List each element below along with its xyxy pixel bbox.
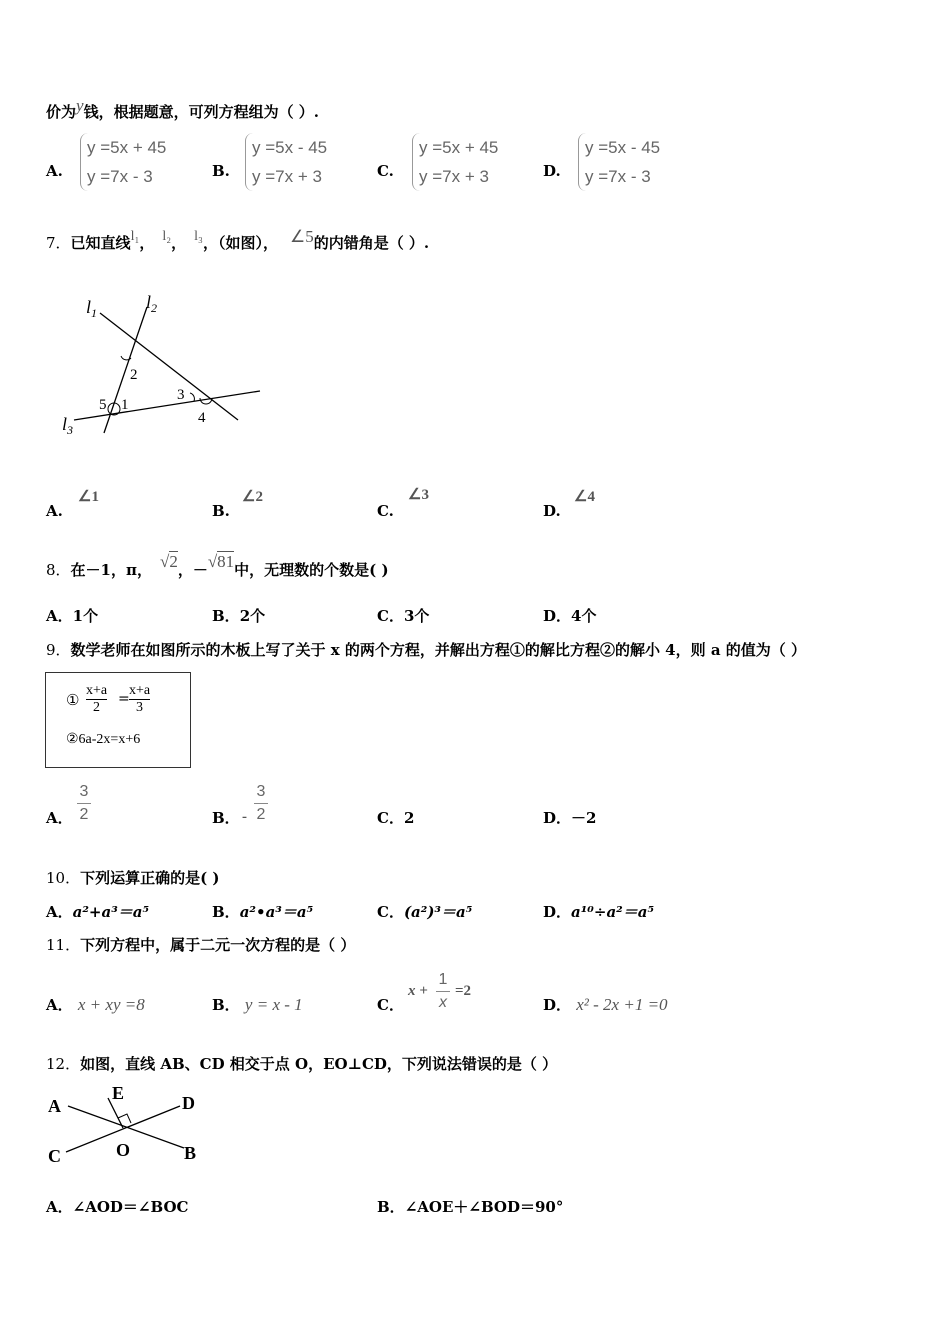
svg-text:E: E [112, 1083, 125, 1103]
q9-board: ① x+a 2 = x+a 3 ②6a-2x=x+6 [45, 672, 191, 768]
q6-option-d-system: y =5x - 45 y =7x - 3 [578, 133, 660, 191]
q6-var: y [76, 96, 84, 115]
angle-5-label: 5 [99, 397, 107, 413]
svg-text:B: B [184, 1143, 197, 1163]
q7-lines-figure [50, 285, 270, 445]
q7-option-d-label: D. [543, 502, 561, 520]
q8-option-c: C．3个 [377, 607, 430, 625]
q12-stem: 12．如图，直线 AB、CD 相交于点 O，EO⊥CD，下列说法错误的是（ ） [46, 1055, 558, 1073]
q8-option-d: D．4个 [543, 607, 597, 625]
svg-text:l2: $l_2$ [146, 292, 158, 315]
q9-option-a-fraction: 3 2 [77, 783, 91, 824]
svg-text:D: D [182, 1093, 195, 1113]
q11-option-c-pre: x + [408, 983, 428, 999]
q7-option-a-label: A. [46, 502, 63, 520]
q9-option-c: C．2 [377, 809, 415, 827]
q6-stem-b: 钱，根据题意，可列方程组为（ ）. [83, 103, 320, 121]
angle-2-label: 2 [130, 367, 138, 383]
q10-option-d: D．a¹⁰÷a²＝a⁵ [543, 903, 655, 921]
q10-option-b: B．a²•a³＝a⁵ [212, 903, 314, 921]
q10-option-a: A．a²+a³＝a⁵ [46, 903, 150, 921]
angle-3-label: 3 [177, 387, 185, 403]
q11-option-c-label: C． [377, 996, 404, 1014]
q7-option-a-value: ∠1 [78, 489, 99, 505]
q9-option-b-fraction: 3 2 [254, 783, 268, 824]
q8-stem: 8．在－1，π， √2，－√81中，无理数的个数是( ) [46, 552, 389, 579]
q7-option-b-label: B. [212, 502, 230, 520]
q7-option-d-value: ∠4 [574, 489, 595, 505]
q11-option-c-post: =2 [455, 983, 472, 999]
q12-option-b: B．∠AOE＋∠BOD＝90° [377, 1198, 564, 1216]
angle-4-label: 4 [198, 410, 206, 426]
q7-option-c-value: ∠3 [408, 487, 429, 503]
q9-option-d: D．－2 [543, 809, 597, 827]
angle-1-label: 1 [121, 397, 129, 413]
q7-option-b-value: ∠2 [242, 489, 263, 505]
q8-option-a: A．1个 [46, 607, 99, 625]
svg-text:A: A [48, 1096, 61, 1116]
q9-stem: 9．数学老师在如图所示的木板上写了关于 x 的两个方程，并解出方程①的解比方程②的解小 4，则 a 的值为（ ） [46, 641, 806, 659]
q12-option-a: A．∠AOD＝∠BOC [46, 1198, 189, 1216]
q6-option-a-label: A. [46, 162, 63, 180]
q6-option-c-system: y =5x + 45 y =7x + 3 [412, 133, 498, 191]
q7-stem: 7．已知直线l₁， l₂， l₃，（如图）， ∠5的内错角是（ ）. [46, 227, 430, 252]
q11-option-b: B． y = x - 1 [212, 995, 303, 1014]
q12-intersecting-lines-figure [44, 1082, 214, 1172]
q11-option-a: A． x + xy =8 [46, 995, 145, 1014]
q8-option-b: B．2个 [212, 607, 266, 625]
q6-option-d-label: D. [543, 162, 561, 180]
q10-option-c: C．(a²)³＝a⁵ [377, 903, 473, 921]
q11-option-c-fraction: 1 x [436, 971, 450, 1012]
q6-option-a-system: y =5x + 45 y =7x - 3 [80, 133, 166, 191]
q11-stem: 11．下列方程中，属于二元一次方程的是（ ） [46, 936, 356, 954]
q10-stem: 10．下列运算正确的是( ) [46, 869, 220, 887]
q6-option-b-label: B. [212, 162, 230, 180]
q9-option-b-label: B． [212, 809, 240, 827]
q6-stem-a: 价为 [46, 103, 77, 121]
q9-option-b-sign: - [242, 809, 247, 825]
svg-text:l3: $l_3$ [62, 414, 74, 437]
q11-option-d: D． x² - 2x +1 =0 [543, 995, 668, 1014]
q7-option-c-label: C. [377, 502, 394, 520]
q6-option-c-label: C. [377, 162, 394, 180]
q9-option-a-label: A． [46, 809, 73, 827]
svg-text:O: O [116, 1140, 131, 1160]
q6-option-b-system: y =5x - 45 y =7x + 3 [245, 133, 327, 191]
svg-text:l1: $l_1$ [86, 297, 98, 320]
svg-text:C: C [48, 1146, 61, 1166]
q6-stem [46, 96, 320, 121]
